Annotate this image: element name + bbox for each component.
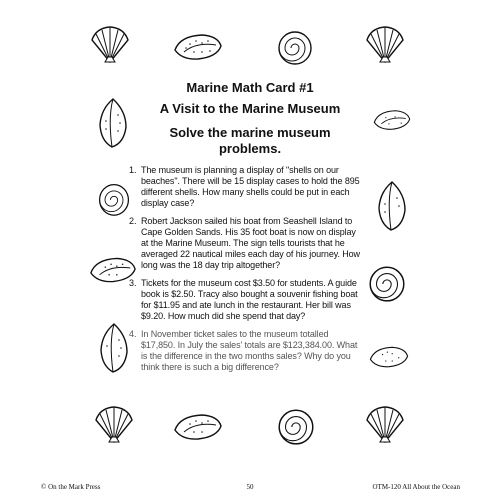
problem-text: In November ticket sales to the museum totalled $17,850. In July the sales' totals are $123,384.00. What is the difference in the two months sales? Why do you think there is such a big difference? (141, 329, 358, 372)
problem-number: 4. (129, 329, 137, 339)
problem-list (129, 165, 361, 380)
spiral-shell-icon (275, 405, 317, 447)
problem-item (129, 165, 361, 209)
spiral-shell-icon (96, 177, 132, 221)
card-title: Marine Math Card #1 (186, 80, 314, 95)
spiral-shell-icon (275, 27, 315, 67)
problem-number: 1. (129, 165, 137, 175)
problem-item (129, 329, 361, 373)
conch-shell-icon (172, 410, 224, 444)
problem-number: 3. (129, 278, 137, 288)
footer-publisher: © On the Mark Press (41, 483, 101, 491)
problem-item (129, 278, 361, 322)
card-subtitle: A Visit to the Marine Museum (159, 101, 341, 116)
snail-shell-icon (372, 180, 412, 232)
problem-text: The museum is planning a display of "shells on our beaches". There will be 15 display cases to hold the 895 different shells. How many shells could be put in each display case? (141, 165, 360, 208)
conch-shell-icon (172, 30, 224, 64)
problem-text: Robert Jackson sailed his boat from Seashell Island to Cape Golden Sands. His 35 foot boat is now on display at the Marine Museum. The sign tells tourists that he averaged 22 nautical miles each day of his journey. How long was the 18 day trip altogether? (141, 216, 360, 270)
problem-text: Tickets for the museum cost $3.50 for students. A guide book is $2.50. Tracy also bought a souvenir fishing boat for $11.95 and ate lunch in the restaurant. Her bill was $9.20. How much did she spend that day? (141, 278, 358, 321)
conch-shell-icon (368, 340, 410, 374)
problem-number: 2. (129, 216, 137, 226)
scallop-shell-icon (362, 24, 408, 64)
scallop-shell-icon (362, 404, 408, 444)
snail-shell-icon (96, 322, 132, 374)
footer-page-number: 50 (246, 483, 254, 491)
problem-item (129, 216, 361, 271)
spiral-shell-icon (366, 262, 408, 304)
scallop-shell-icon (88, 24, 132, 64)
card-instruction: Solve the marine museum problems. (169, 125, 331, 156)
scallop-shell-icon (92, 404, 136, 444)
footer-product: OTM-120 All About the Ocean (372, 483, 460, 491)
